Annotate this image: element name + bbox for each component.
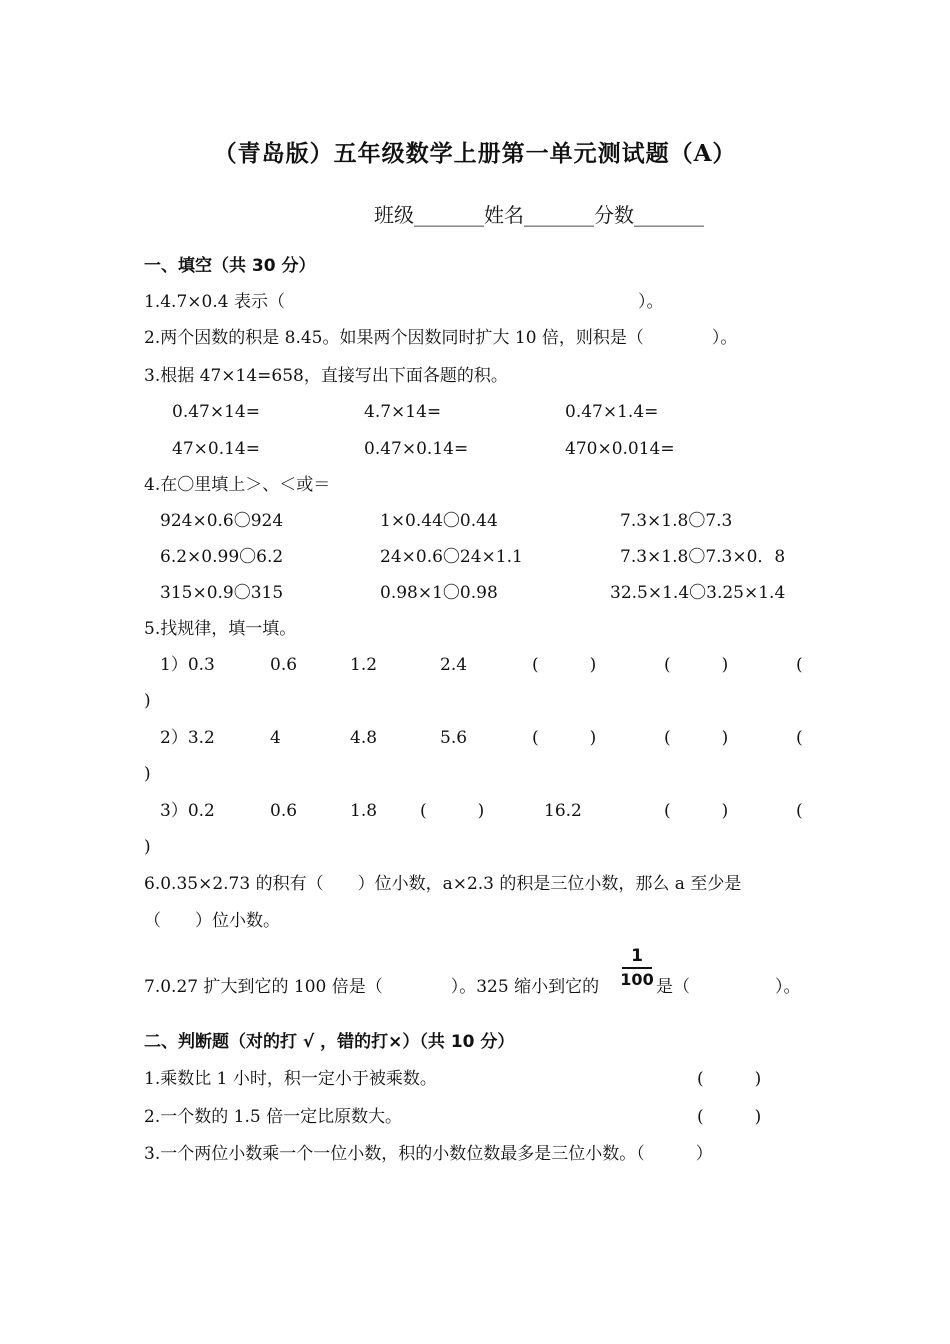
q4-comparison: 924×0.6〇924	[160, 511, 284, 531]
q5-term: 5.6	[440, 728, 468, 748]
q5-term: 1.8	[350, 801, 378, 821]
fraction-one-hundredth	[620, 946, 654, 990]
q5-term: 0.6	[270, 655, 298, 675]
question-3: 3.根据 47×14=658，直接写出下面各题的积。	[144, 366, 508, 386]
q5-blank-tail: )	[144, 764, 151, 784]
question-7: 7.0.27 扩大到它的 100 倍是（ ）。325 缩小到它的	[144, 977, 600, 997]
q5-term: 1.2	[350, 655, 378, 675]
section-1-heading: 一、填空（共 30 分）	[144, 256, 316, 276]
question-4: 4.在〇里填上＞、＜或＝	[144, 475, 331, 495]
question-2: 2.两个因数的积是 8.45。如果两个因数同时扩大 10 倍，则积是（ ）。	[144, 328, 738, 348]
q5-term: 2.4	[440, 655, 468, 675]
q4-comparison: 7.3×1.8〇7.3	[620, 511, 733, 531]
q4-comparison: 315×0.9〇315	[160, 583, 284, 603]
question-5: 5.找规律，填一填。	[144, 619, 297, 639]
question-6-continued: （ ）位小数。	[144, 911, 280, 931]
judgment-answer-blank: ( )	[697, 1107, 762, 1127]
q5-blank: (	[796, 801, 803, 821]
judgment-answer-blank: ( )	[697, 1069, 762, 1089]
q3-expression: 47×0.14=	[172, 439, 260, 459]
section-2-heading: 二、判断题（对的打 √ ，错的打×）（共 10 分）	[144, 1032, 515, 1052]
judgment-item-2: 2.一个数的 1.5 倍一定比原数大。	[144, 1107, 403, 1127]
q5-blank: ( )	[420, 801, 485, 821]
q3-expression: 0.47×14=	[172, 402, 260, 422]
q3-expression: 470×0.014=	[565, 439, 675, 459]
q5-sequence-label: 2）3.2	[160, 728, 215, 748]
student-info-line: 班级_______姓名_______分数_______	[374, 203, 704, 227]
q3-expression: 0.47×1.4=	[565, 402, 659, 422]
q5-sequence-label: 1）0.3	[160, 655, 215, 675]
q5-term: 4.8	[350, 728, 378, 748]
q5-term: 16.2	[544, 801, 582, 821]
q4-comparison: 6.2×0.99〇6.2	[160, 547, 284, 567]
q5-blank-tail: )	[144, 691, 151, 711]
q5-blank: ( )	[532, 728, 597, 748]
q5-blank: ( )	[532, 655, 597, 675]
question-1: 1.4.7×0.4 表示（	[144, 292, 285, 312]
question-6: 6.0.35×2.73 的积有（ ）位小数，a×2.3 的积是三位小数，那么 a 至少是	[144, 874, 742, 894]
q3-expression: 0.47×0.14=	[364, 439, 469, 459]
q5-term: 4	[270, 728, 281, 748]
q5-blank: ( )	[664, 655, 729, 675]
question-7-end: 是（ ）。	[656, 977, 801, 997]
q5-blank-tail: )	[144, 837, 151, 857]
q4-comparison: 1×0.44〇0.44	[380, 511, 498, 531]
page-title: （青岛版）五年级数学上册第一单元测试题（A）	[213, 140, 737, 167]
q5-blank: (	[796, 728, 803, 748]
q3-expression: 4.7×14=	[364, 402, 442, 422]
judgment-item-3: 3.一个两位小数乘一个一位小数，积的小数位数最多是三位小数。（ ）	[144, 1144, 713, 1164]
q5-blank: ( )	[664, 801, 729, 821]
q4-comparison: 7.3×1.8〇7.3×0．8	[620, 547, 786, 567]
fraction-denominator: 100	[620, 970, 654, 989]
q4-comparison: 0.98×1〇0.98	[380, 583, 498, 603]
q5-blank: (	[796, 655, 803, 675]
fraction-bar	[622, 967, 652, 969]
question-1-close: ）。	[638, 292, 664, 312]
q4-comparison: 32.5×1.4〇3.25×1.4	[610, 583, 786, 603]
q5-sequence-label: 3）0.2	[160, 801, 215, 821]
judgment-item-1: 1.乘数比 1 小时，积一定小于被乘数。	[144, 1069, 437, 1089]
q4-comparison: 24×0.6〇24×1.1	[380, 547, 523, 567]
q5-term: 0.6	[270, 801, 298, 821]
q5-blank: ( )	[664, 728, 729, 748]
fraction-numerator: 1	[631, 946, 643, 966]
